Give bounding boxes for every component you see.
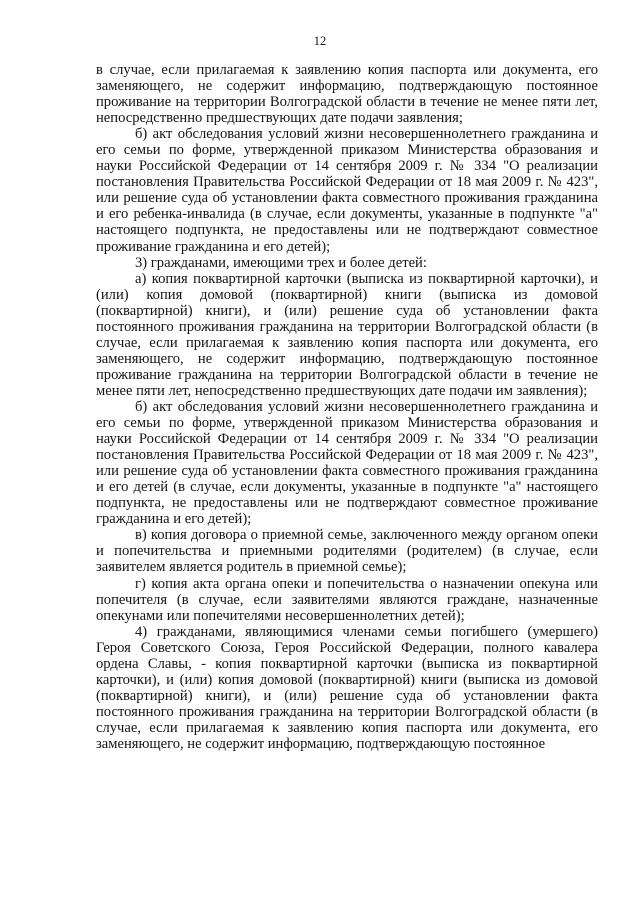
paragraph-item-3b: б) акт обследования условий жизни несовершеннолетнего гражданина и его семьи по форме, утвержденной приказом Министерства образования и науки Российской Федерации от 14 сентября 2009 г. № 334 "О реализации постановления Правительства Российской Федерации от 18 мая 2009 г. № 423", или решение суда об установлении факта совместного проживания гражданина и его детей (в случае, если документы, указанные в подпункте "а" настоящего подпункта, не предоставлены или не подтверждают совместное проживание гражданина и его детей); [96, 398, 598, 528]
paragraph-item-3a: а) копия поквартирной карточки (выписка из поквартирной карточки), и (или) копия домовой (поквартирной) книги (выписка из домовой (поквартирной) книги), и (или) решение суда об установлении факта постоянного проживания гражданина на территории Волгоградской области (в случае, если прилагаемая к заявлению копия паспорта или документа, его заменяющего, не содержит информацию, подтверждающую постоянное проживание гражданина на территории Волгоградской области в течение не менее пяти лет, непосредственно предшествующих дате подачи им заявления); [96, 270, 598, 399]
document-body [96, 62, 598, 752]
paragraph-item-4: 4) гражданами, являющимися членами семьи погибшего (умершего) Героя Советского Союза, Героя Российской Федерации, полного кавалера ордена Славы, - копия поквартирной карточки (выписка из поквартирной карточки), и (или) копия домовой (поквартирной) книги (выписка из домовой (поквартирной) книги), и (или) решение суда об установлении факта постоянного проживания гражданина на территории Волгоградской области (в случае, если прилагаемая к заявлению копия паспорта или документа, его заменяющего, не содержит информацию, подтверждающую постоянное [96, 623, 598, 752]
paragraph-continuation: в случае, если прилагаемая к заявлению копия паспорта или документа, его заменяющего, не содержит информацию, подтверждающую постоянное проживание на территории Волгоградской области в течение не менее пяти лет, непосредственно предшествующих дате подачи заявления; [96, 62, 598, 127]
page-number: 12 [313, 34, 327, 48]
paragraph-item-b-disabled-child: б) акт обследования условий жизни несовершеннолетнего гражданина и его семьи по форме, утвержденной приказом Министерства образования и науки Российской Федерации от 14 сентября 2009 г. № 334 "О реализации постановления Правительства Российской Федерации от 18 мая 2009 г. № 423", или решение суда об установлении факта совместного проживания гражданина и его ребенка-инвалида (в случае, если документы, указанные в подпункте "а" настоящего подпункта, не предоставлены или не подтверждают совместное проживание гражданина и его детей); [96, 126, 598, 255]
paragraph-item-3v: в) копия договора о приемной семье, заключенного между органом опеки и попечительства и приемными родителями (родителем) (в случае, если заявителем является родитель в приемной семье); [96, 527, 598, 576]
paragraph-item-3-heading: 3) гражданами, имеющими трех и более детей: [135, 254, 427, 271]
paragraph-item-3g: г) копия акта органа опеки и попечительства о назначении опекуна или попечителя (в случае, если заявителями являются граждане, назначенные опекунами или попечителями несовершеннолетних детей); [96, 575, 598, 624]
